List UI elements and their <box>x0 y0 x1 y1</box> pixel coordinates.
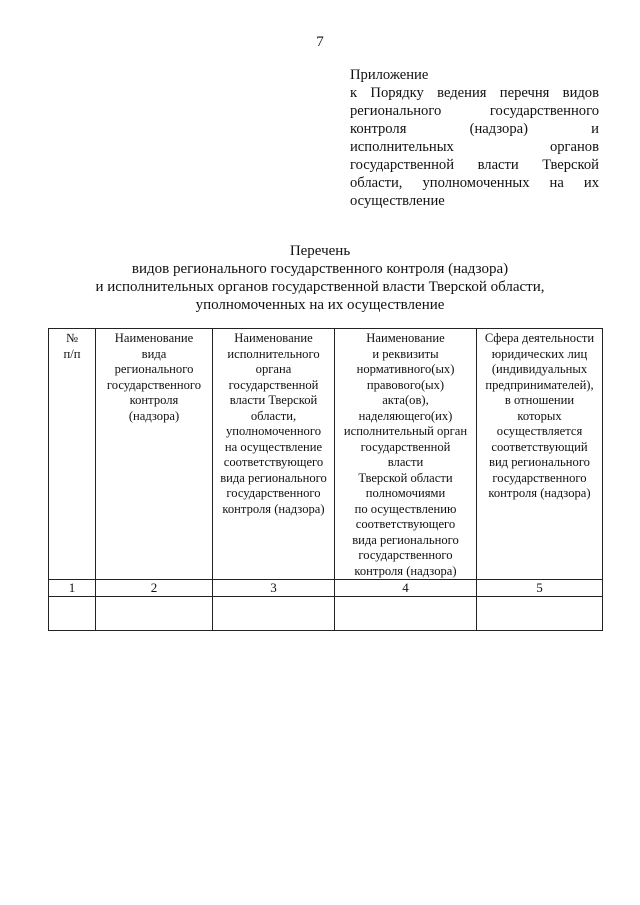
list-subtitle-line: и исполнительных органов государственной власти Тверской области, <box>95 279 545 295</box>
header-line: государственной <box>360 439 451 454</box>
header-line: акта(ов), <box>382 393 429 407</box>
column-number-cell: 1 <box>49 580 96 597</box>
header-cell-sphere <box>477 329 603 580</box>
header-line: полномочиями <box>365 486 446 500</box>
header-line: которых <box>517 408 562 423</box>
header-line: Наименование <box>114 331 194 345</box>
appendix-line: области, уполномоченных на их <box>350 175 599 191</box>
header-line: на осуществление <box>224 439 323 454</box>
table-column-numbers-row <box>49 580 603 597</box>
header-line: осуществляется <box>496 424 583 438</box>
header-cell-control-type <box>96 329 213 580</box>
list-title: Перечень <box>289 243 351 259</box>
appendix-line: к Порядку ведения перечня видов <box>350 85 599 101</box>
empty-cell <box>477 597 603 631</box>
header-line: Тверской области <box>358 470 453 485</box>
appendix-line: государственной власти Тверской <box>350 157 599 173</box>
header-line: регионального <box>114 362 194 376</box>
header-line: исполнительного <box>227 346 320 361</box>
header-line: нормативного(ых) <box>356 362 455 376</box>
appendix-line: контроля (надзора) и <box>350 121 599 137</box>
table-header-row <box>49 329 603 580</box>
appendix-line: исполнительных органов <box>350 139 599 155</box>
header-cell-executive-body <box>213 329 335 580</box>
header-line: уполномоченного <box>225 424 322 438</box>
header-line: вида регионального <box>352 532 459 547</box>
header-line: (надзора) <box>128 408 180 423</box>
header-line: контроля (надзора) <box>222 501 325 516</box>
column-number-cell: 2 <box>96 580 213 597</box>
header-line: вида регионального <box>220 470 327 485</box>
header-line: государственного <box>358 548 453 562</box>
header-line: исполнительный орган <box>343 424 468 438</box>
header-line: п/п <box>63 346 81 361</box>
header-line: вида <box>141 346 167 361</box>
header-line: Сфера деятельности <box>484 331 595 345</box>
empty-cell <box>213 597 335 631</box>
registry-table <box>48 328 603 631</box>
header-line: государственного <box>106 377 202 392</box>
header-line: в отношении <box>504 393 575 407</box>
header-line: соответствующего <box>355 517 456 531</box>
header-line: наделяющего(их) <box>358 408 453 423</box>
list-subtitle-line: видов регионального государственного контроля (надзора) <box>131 261 509 277</box>
table-empty-row <box>49 597 603 631</box>
column-number-cell: 5 <box>477 580 603 597</box>
empty-cell <box>96 597 213 631</box>
header-line: государственного <box>492 470 587 485</box>
header-line: контроля (надзора) <box>488 486 591 500</box>
header-line: государственного <box>226 486 321 500</box>
list-subtitle-line: уполномоченных на их осуществление <box>195 297 445 313</box>
page-number: 7 <box>316 34 324 50</box>
header-line: власти Тверской <box>229 393 318 407</box>
header-line: правового(ых) <box>366 377 445 392</box>
header-line: по осуществлению <box>354 501 457 516</box>
header-line: юридических лиц <box>491 346 588 361</box>
header-line: № <box>65 331 79 345</box>
column-number-cell: 4 <box>335 580 477 597</box>
header-line: вид регионального <box>489 455 590 469</box>
appendix-line: осуществление <box>350 193 445 209</box>
header-cell-number <box>49 329 96 580</box>
column-number-cell: 3 <box>213 580 335 597</box>
appendix-block <box>350 66 599 210</box>
appendix-line: Приложение <box>350 67 429 83</box>
header-line: органа <box>255 362 292 376</box>
header-line: и реквизиты <box>372 346 439 361</box>
header-line: контроля <box>129 393 179 407</box>
header-line: Наименование <box>366 331 445 345</box>
empty-cell <box>335 597 477 631</box>
header-line: (индивидуальных <box>491 362 588 376</box>
header-line: соответствующий <box>491 439 588 454</box>
header-line: власти <box>387 455 424 469</box>
header-line: области, <box>250 408 297 423</box>
header-line: предпринимателей), <box>485 377 594 392</box>
header-line: соответствующего <box>223 455 324 469</box>
header-line: государственной <box>228 377 319 392</box>
header-line: контроля (надзора) <box>354 563 457 578</box>
empty-cell <box>49 597 96 631</box>
list-subtitle <box>0 260 640 314</box>
appendix-line: регионального государственного <box>350 103 599 119</box>
header-line: Наименование <box>234 331 313 345</box>
header-cell-legal-acts <box>335 329 477 580</box>
